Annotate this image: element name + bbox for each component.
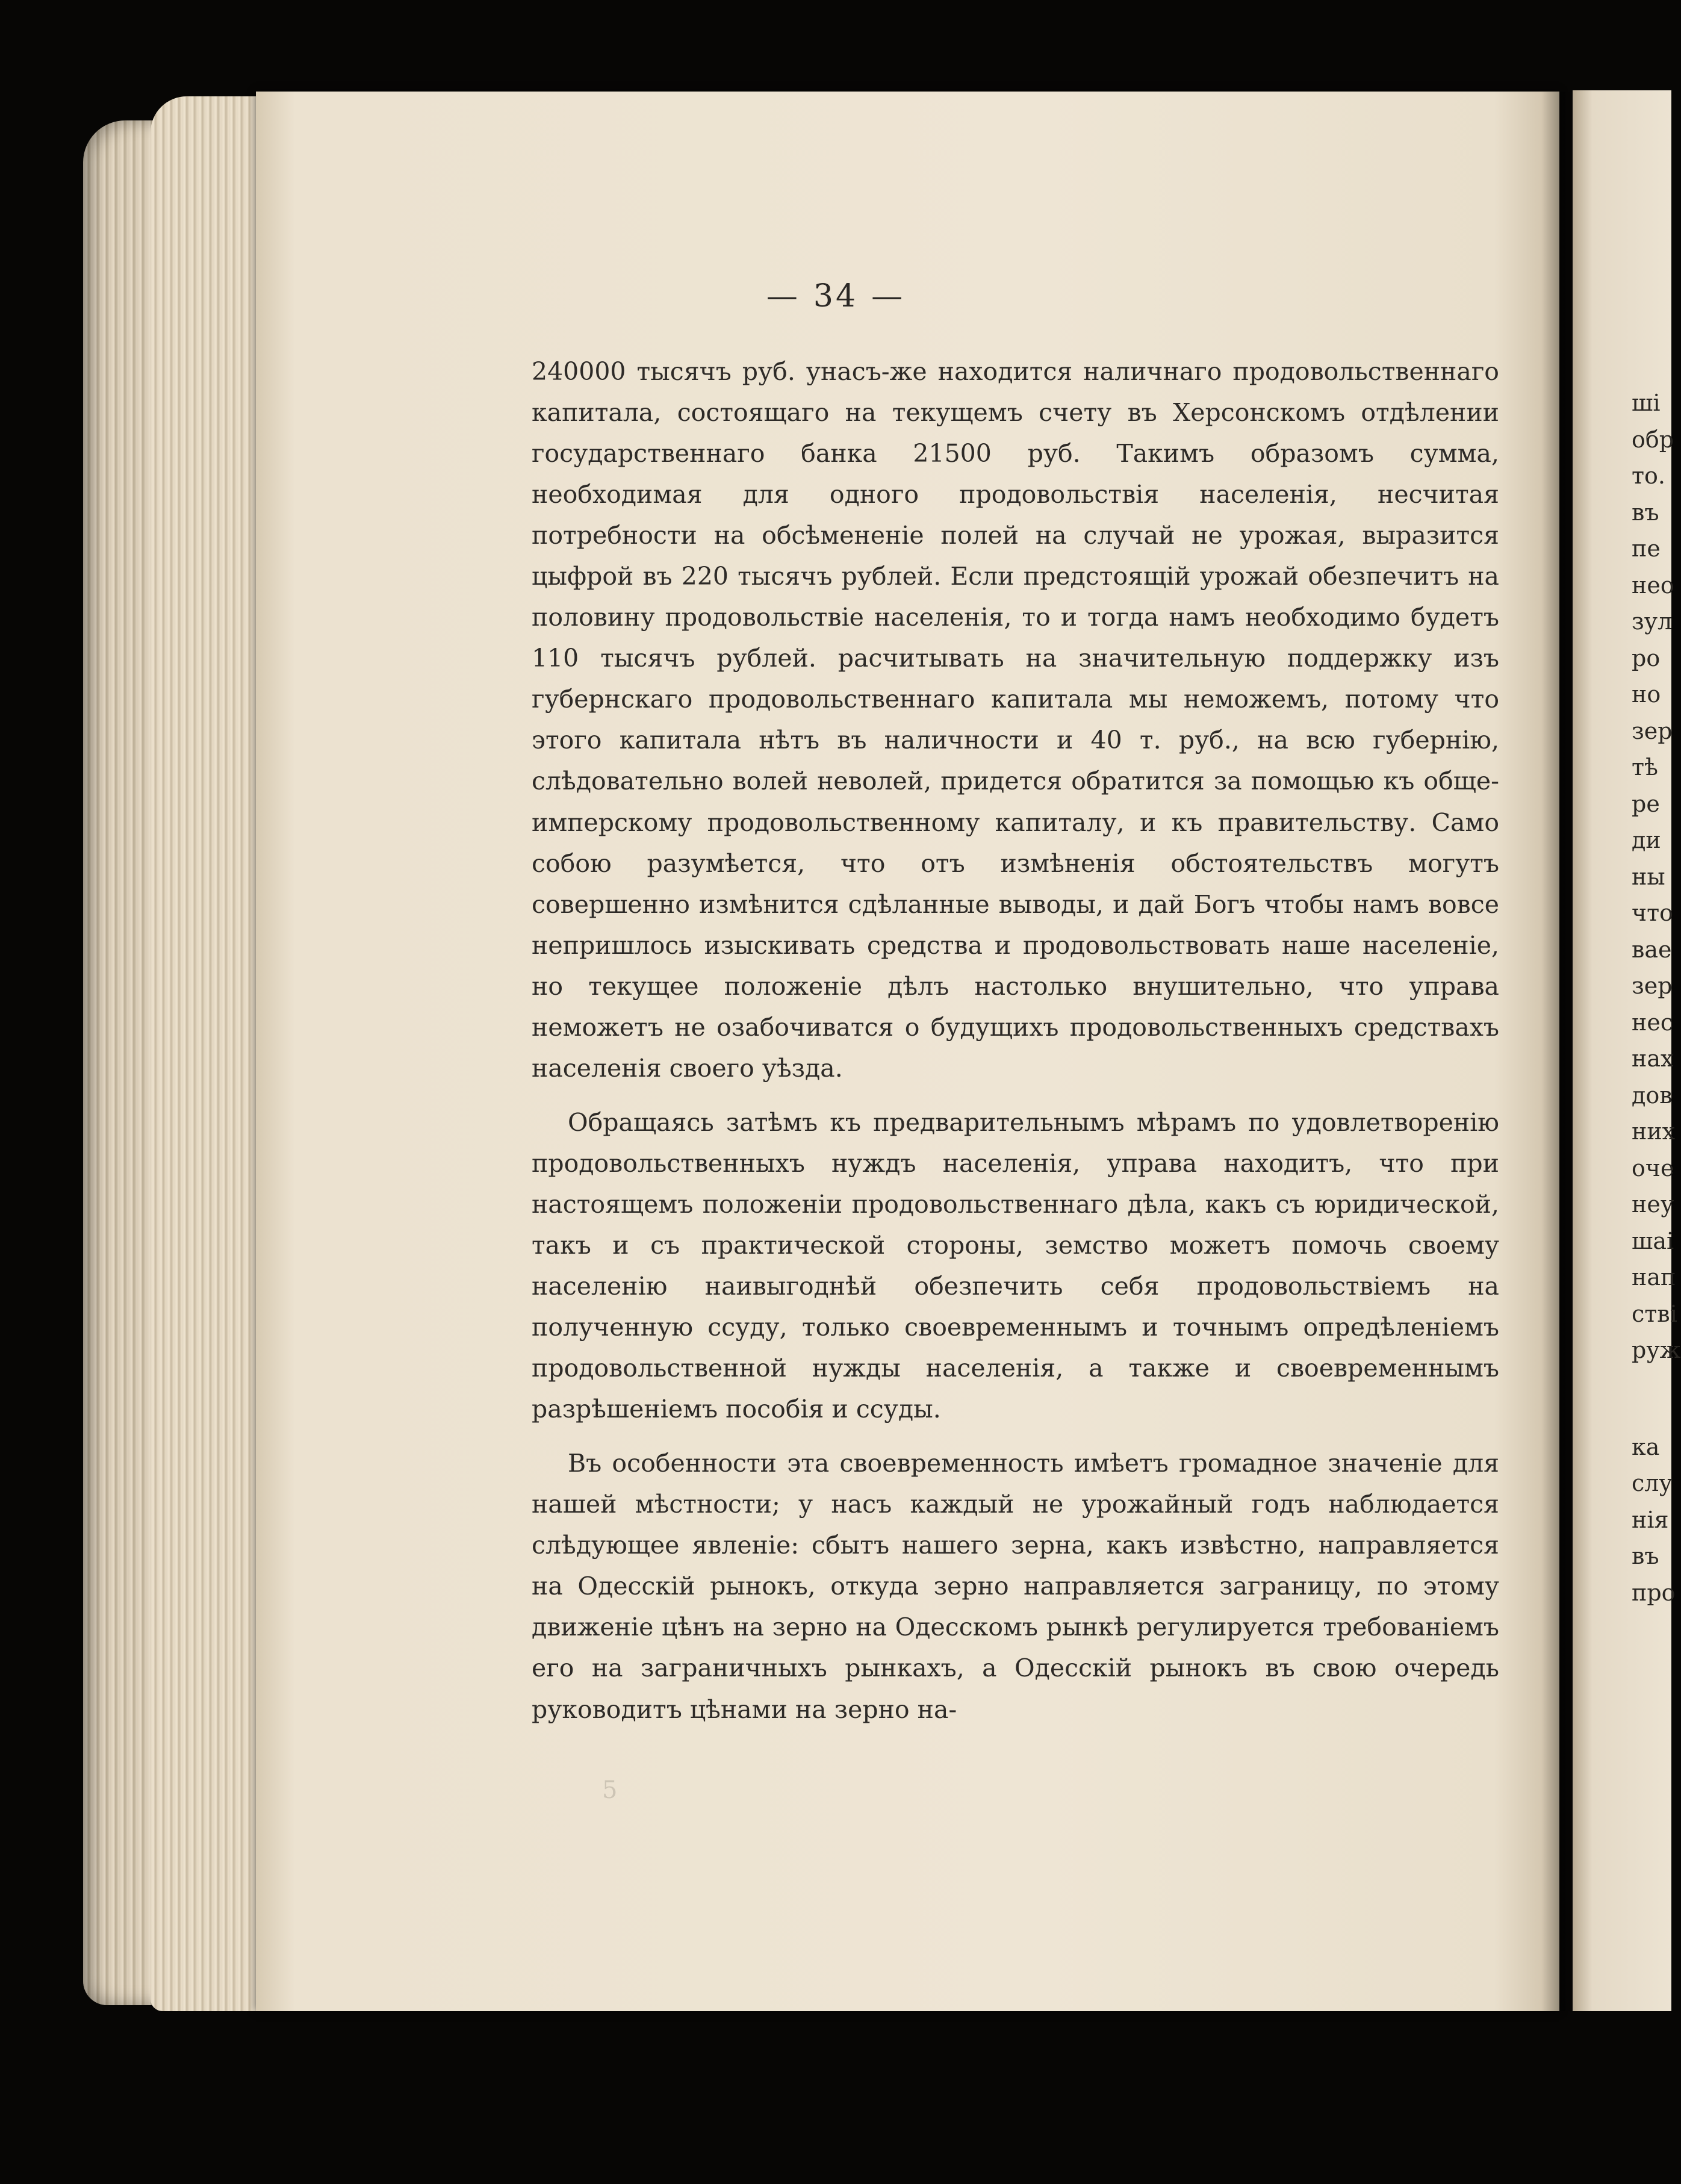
body-text <box>532 351 1499 1730</box>
facing-page-line-fragment: слу <box>1632 1470 1673 1496</box>
facing-page-line-fragment: руж <box>1632 1337 1681 1363</box>
facing-page-line-fragment: шаі <box>1632 1227 1674 1254</box>
facing-page-line-fragment: зер <box>1632 717 1673 744</box>
facing-page-line-fragment: нео <box>1632 571 1674 599</box>
book-page-edges-inner <box>151 96 271 2011</box>
facing-page-line-fragment: ші <box>1632 390 1661 416</box>
facing-page-line-fragment: что <box>1632 900 1674 926</box>
facing-page-line-fragment: ро <box>1632 644 1661 671</box>
signature-mark: 5 <box>602 1776 618 1804</box>
facing-page-line-fragment: них <box>1632 1118 1676 1145</box>
page-number-dash-right: — <box>871 278 906 314</box>
facing-page-line-fragment: въ <box>1632 1543 1659 1569</box>
page-number-value: 34 <box>813 278 859 314</box>
facing-page-line-fragment: нія <box>1632 1506 1669 1533</box>
facing-page-line-fragment: вае <box>1632 936 1672 963</box>
facing-page-line-fragment: нап <box>1632 1264 1676 1290</box>
facing-page-line-fragment: нах <box>1632 1045 1674 1072</box>
facing-page-line-fragment: ка <box>1632 1433 1660 1460</box>
spine-shadow <box>1541 92 1565 2011</box>
facing-page-line-fragment: зул <box>1632 608 1673 635</box>
paragraph-2: Обращаясь затѣмъ къ предварительнымъ мѣрамъ по удовлетворенію продовольственныхъ нуждъ населенія, управа находитъ, что при настоящемъ положеніи продовольственнаго дѣла, какъ съ юридической, такъ и съ практической стороны, земство можетъ помочь своему населенію наивыгоднѣй обезпечить себя продовольствіемъ на полученную ссуду, только своевременнымъ и точнымъ опредѣленіемъ продовольственной нужды населенія, а также и своевременнымъ разрѣшеніемъ пособія и ссуды. <box>532 1107 1499 1424</box>
facing-page-line-fragment: про <box>1632 1579 1676 1606</box>
facing-page-line-fragment: пе <box>1632 535 1661 562</box>
facing-page-line-fragment: ны <box>1632 863 1665 890</box>
facing-page-line-fragment: но <box>1632 681 1661 708</box>
facing-page-line-fragment: въ <box>1632 499 1659 526</box>
facing-page-line-fragment: зер <box>1632 972 1673 999</box>
paragraph-1: 240000 тысячъ руб. унасъ-же находится наличнаго продовольственнаго капитала, состоящаго на текущемъ счету въ Херсонскомъ отдѣлении государственнаго банка 21500 руб. Такимъ образомъ сумма, необходимая для одного продовольствія населенія, несчитая потребности на обсѣмененіе полей на случай не урожая, выразится цыфрой въ 220 тысячъ рублей. Если предстоящій урожай обезпечитъ на половину продовольствіе населенія, то и тогда намъ необходимо будетъ 110 тысячъ рублей. расчитывать на значительную поддержку изъ губернскаго продовольственнаго капитала мы неможемъ, потому что этого капитала нѣтъ въ наличности и 40 т. руб., на всю губернію, слѣдовательно волей неволей, придется обратится за помощью къ обще-имперскому продовольственному капиталу, и къ правительству. Само собою разумѣется, что отъ измѣненія обстоятельствъ могутъ совершенно измѣнится сдѣланные выводы, и дай Богъ чтобы намъ вовсе непришлось изыскивать средства и продовольствовать наше населеніе, но текущее положеніе дѣлъ настолько внушительно, что управа неможетъ не озабочиватся о будущихъ продовольственныхъ средствахъ населенія своего уѣзда. <box>532 357 1499 1083</box>
facing-page-line-fragment: ре <box>1632 790 1660 817</box>
facing-page <box>1573 90 1681 2011</box>
facing-page-line-fragment: дов <box>1632 1081 1673 1109</box>
facing-page-line-fragment: оче <box>1632 1154 1674 1181</box>
facing-page-line-fragment: обр <box>1632 426 1674 453</box>
facing-page-line-fragment: ди <box>1632 827 1661 853</box>
facing-page-line-fragment: тѣ <box>1632 754 1658 780</box>
facing-page-line-fragment: то. <box>1632 462 1665 489</box>
facing-page-line-fragment: неу <box>1632 1191 1674 1218</box>
facing-page-line-fragment: нес <box>1632 1009 1674 1036</box>
paragraph-3: Въ особенности эта своевременность имѣетъ громадное значеніе для нашей мѣстности; у насъ каждый не урожайный годъ наблюдается слѣдующее явленіе: сбытъ нашего зерна, какъ извѣстно, направляется на Одесскій рынокъ, откуда зерно направляется заграницу, по этому движеніе цѣнъ на зерно на Одесскомъ рынкѣ регулируется требованіемъ его на заграничныхъ рынкахъ, а Одесскій рынокъ въ свою очередь руководитъ цѣнами на зерно на- <box>532 1449 1499 1724</box>
facing-page-line-fragment: стві <box>1632 1300 1677 1327</box>
page-number <box>0 278 1671 314</box>
page-number-dash-left: — <box>766 278 800 314</box>
